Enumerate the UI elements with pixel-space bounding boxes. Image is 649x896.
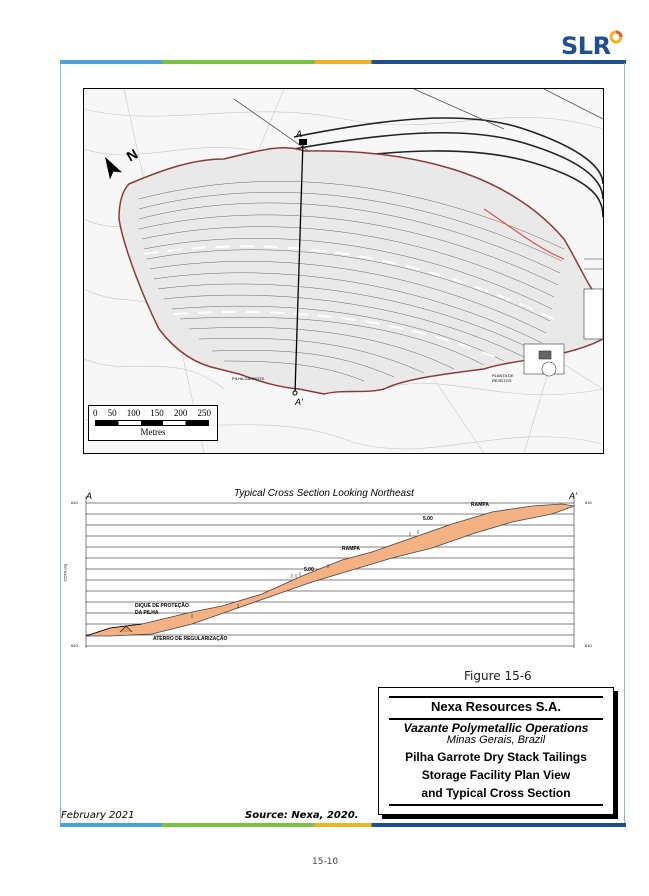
footer-source: Source: Nexa, 2020. bbox=[245, 810, 359, 821]
map-drawing bbox=[84, 89, 603, 453]
berm-width-lower: 5.00 bbox=[304, 567, 314, 573]
logo-swirl-icon bbox=[609, 30, 623, 44]
footer-rule bbox=[60, 823, 626, 827]
scale-tick-150: 150 bbox=[150, 408, 164, 418]
rampa-upper-label: RAMPA bbox=[471, 502, 489, 508]
aterro-label: ATERRO DE REGULARIZAÇÃO bbox=[153, 636, 228, 642]
location: Minas Gerais, Brazil bbox=[446, 734, 546, 746]
title-line-1: Pilha Garrote Dry Stack Tailings bbox=[405, 750, 587, 764]
header-rule bbox=[60, 60, 626, 64]
operation-name: Vazante Polymetallic Operations bbox=[403, 721, 589, 735]
dique-label-2: DA PILHA bbox=[135, 610, 159, 616]
scale-tick-250: 250 bbox=[197, 408, 211, 418]
plan-view-map bbox=[83, 88, 604, 454]
berm-width-upper: 5.00 bbox=[423, 516, 433, 522]
north-label: N bbox=[123, 145, 141, 165]
elev-tick-right-top: 610 bbox=[585, 500, 592, 505]
elev-tick-right-bottom: 610 bbox=[585, 643, 592, 648]
elev-tick-left-bottom: 610 bbox=[71, 643, 78, 648]
map-label-a: A bbox=[296, 129, 303, 139]
section-label-a-prime: A' bbox=[569, 491, 577, 501]
tailings-fill bbox=[86, 504, 574, 636]
section-title: Typical Cross Section Looking Northeast bbox=[234, 488, 414, 499]
frame-right bbox=[624, 63, 625, 824]
cross-section bbox=[62, 486, 602, 662]
north-arrow-icon bbox=[99, 153, 122, 179]
frame-left bbox=[60, 63, 61, 824]
footer-date: February 2021 bbox=[61, 810, 135, 821]
scale-unit: Metres bbox=[140, 427, 166, 437]
scale-tick-50: 50 bbox=[107, 408, 117, 418]
title-line-3: and Typical Cross Section bbox=[421, 786, 571, 800]
figure-title-block bbox=[378, 687, 614, 815]
logo-text: SLR bbox=[561, 32, 611, 60]
map-label-a-prime: A' bbox=[295, 397, 303, 407]
scale-bar bbox=[88, 405, 218, 441]
figure-number: Figure 15-6 bbox=[464, 669, 532, 683]
rampa-lower-label: RAMPA bbox=[342, 546, 360, 552]
pilha-label: PILHA GARROTE bbox=[232, 376, 265, 381]
section-axis-label: COTA (m) bbox=[62, 563, 68, 582]
scale-tick-200: 200 bbox=[173, 408, 188, 418]
slr-logo bbox=[561, 32, 611, 60]
page-number: 15-10 bbox=[312, 857, 339, 867]
title-line-2: Storage Facility Plan View bbox=[421, 768, 571, 782]
section-label-a: A bbox=[86, 491, 93, 501]
planta-label: PLANTA DE REJEITOS bbox=[492, 373, 514, 383]
company-name: Nexa Resources S.A. bbox=[430, 699, 562, 714]
scale-tick-0: 0 bbox=[93, 408, 98, 418]
dique-label-1: DIQUE DE PROTEÇÃO bbox=[135, 603, 189, 609]
scale-tick-100: 100 bbox=[126, 408, 141, 418]
elev-tick-left-top: 610 bbox=[71, 500, 78, 505]
cross-section-drawing bbox=[62, 486, 602, 662]
